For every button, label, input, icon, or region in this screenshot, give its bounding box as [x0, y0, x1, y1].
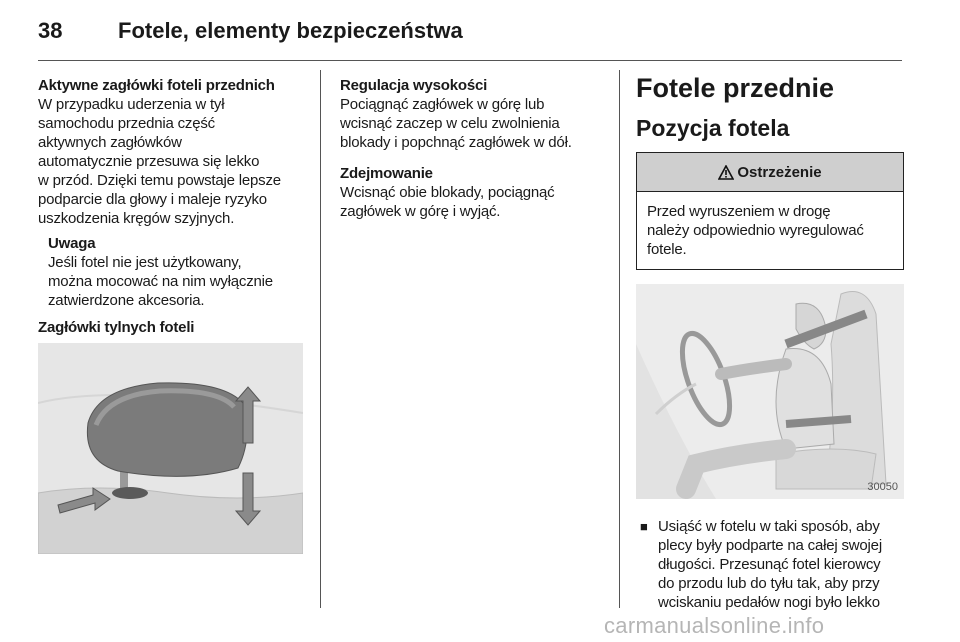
warning-body: [637, 192, 903, 269]
text-line: blokady i popchnąć zagłówek w dół.: [340, 134, 572, 151]
text-line: należy odpowiednio wyregulować: [647, 222, 864, 239]
rear-headrest-heading: Zagłówki tylnych foteli: [38, 319, 195, 336]
header-rule: [38, 60, 902, 61]
height-adjust-heading: Regulacja wysokości: [340, 77, 488, 94]
column-divider-1: [320, 70, 321, 608]
text-line: samochodu przednia część: [38, 115, 215, 132]
note-heading: Uwaga: [48, 235, 96, 252]
text-line: Wcisnąć obie blokady, pociągnąć: [340, 184, 555, 201]
text-line: uszkodzenia kręgów szyjnych.: [38, 210, 235, 227]
column-3: [636, 72, 904, 612]
column-1: [38, 76, 304, 554]
section-title: Fotele przednie: [636, 73, 835, 103]
text-line: podparcie dla głowy i maleje ryzyko: [38, 191, 267, 208]
text-line: fotele.: [647, 241, 687, 258]
section-subtitle: Pozycja fotela: [636, 115, 790, 141]
figure-number: 30050: [867, 481, 898, 493]
chapter-title: Fotele, elementy bezpieczeństwa: [118, 18, 463, 43]
rear-headrest-figure: [38, 343, 303, 554]
text-line: Usiąść w fotelu w taki sposób, aby: [658, 518, 880, 535]
text-line: automatycznie przesuwa się lekko: [38, 153, 260, 170]
seat-position-figure: [636, 284, 904, 499]
text-line: Jeśli fotel nie jest użytkowany,: [48, 254, 242, 271]
bullet-item: [636, 517, 904, 612]
text-line: zatwierdzone akcesoria.: [48, 292, 205, 309]
text-line: wcisnąć zaczep w celu zwolnienia: [340, 115, 560, 132]
bullet-text: [658, 517, 882, 612]
bullet-square-icon: ■: [640, 519, 648, 534]
text-line: w przód. Dzięki temu powstaje lepsze: [38, 172, 281, 189]
active-headrest-heading: Aktywne zagłówki foteli przednich: [38, 77, 275, 94]
page-number: 38: [38, 18, 63, 43]
text-line: wciskaniu pedałów nogi było lekko: [658, 594, 880, 611]
text-line: aktywnych zagłówków: [38, 134, 182, 151]
text-line: zagłówek w górę i wyjąć.: [340, 203, 501, 220]
text-line: W przypadku uderzenia w tył: [38, 96, 225, 113]
note-block: [38, 234, 304, 310]
column-2: [340, 76, 606, 221]
watermark: carmanualsonline.info: [604, 613, 825, 638]
text-line: można mocować na nim wyłącznie: [48, 273, 273, 290]
removal-heading: Zdejmowanie: [340, 165, 433, 182]
warning-box: [636, 152, 904, 270]
text-line: plecy były podparte na całej swojej: [658, 537, 882, 554]
seat-position-illustration: [636, 284, 904, 499]
headrest-illustration: [38, 343, 303, 554]
text-line: długości. Przesunąć fotel kierowcy: [658, 556, 881, 573]
active-headrest-text: [38, 95, 304, 228]
warning-triangle-icon: [718, 165, 734, 180]
warning-title: Ostrzeżenie: [737, 163, 822, 181]
text-line: Przed wyruszeniem w drogę: [647, 203, 831, 220]
column-divider-2: [619, 70, 620, 608]
text-line: do przodu lub do tyłu tak, aby przy: [658, 575, 880, 592]
warning-header: [637, 153, 903, 192]
text-line: Pociągnąć zagłówek w górę lub: [340, 96, 545, 113]
